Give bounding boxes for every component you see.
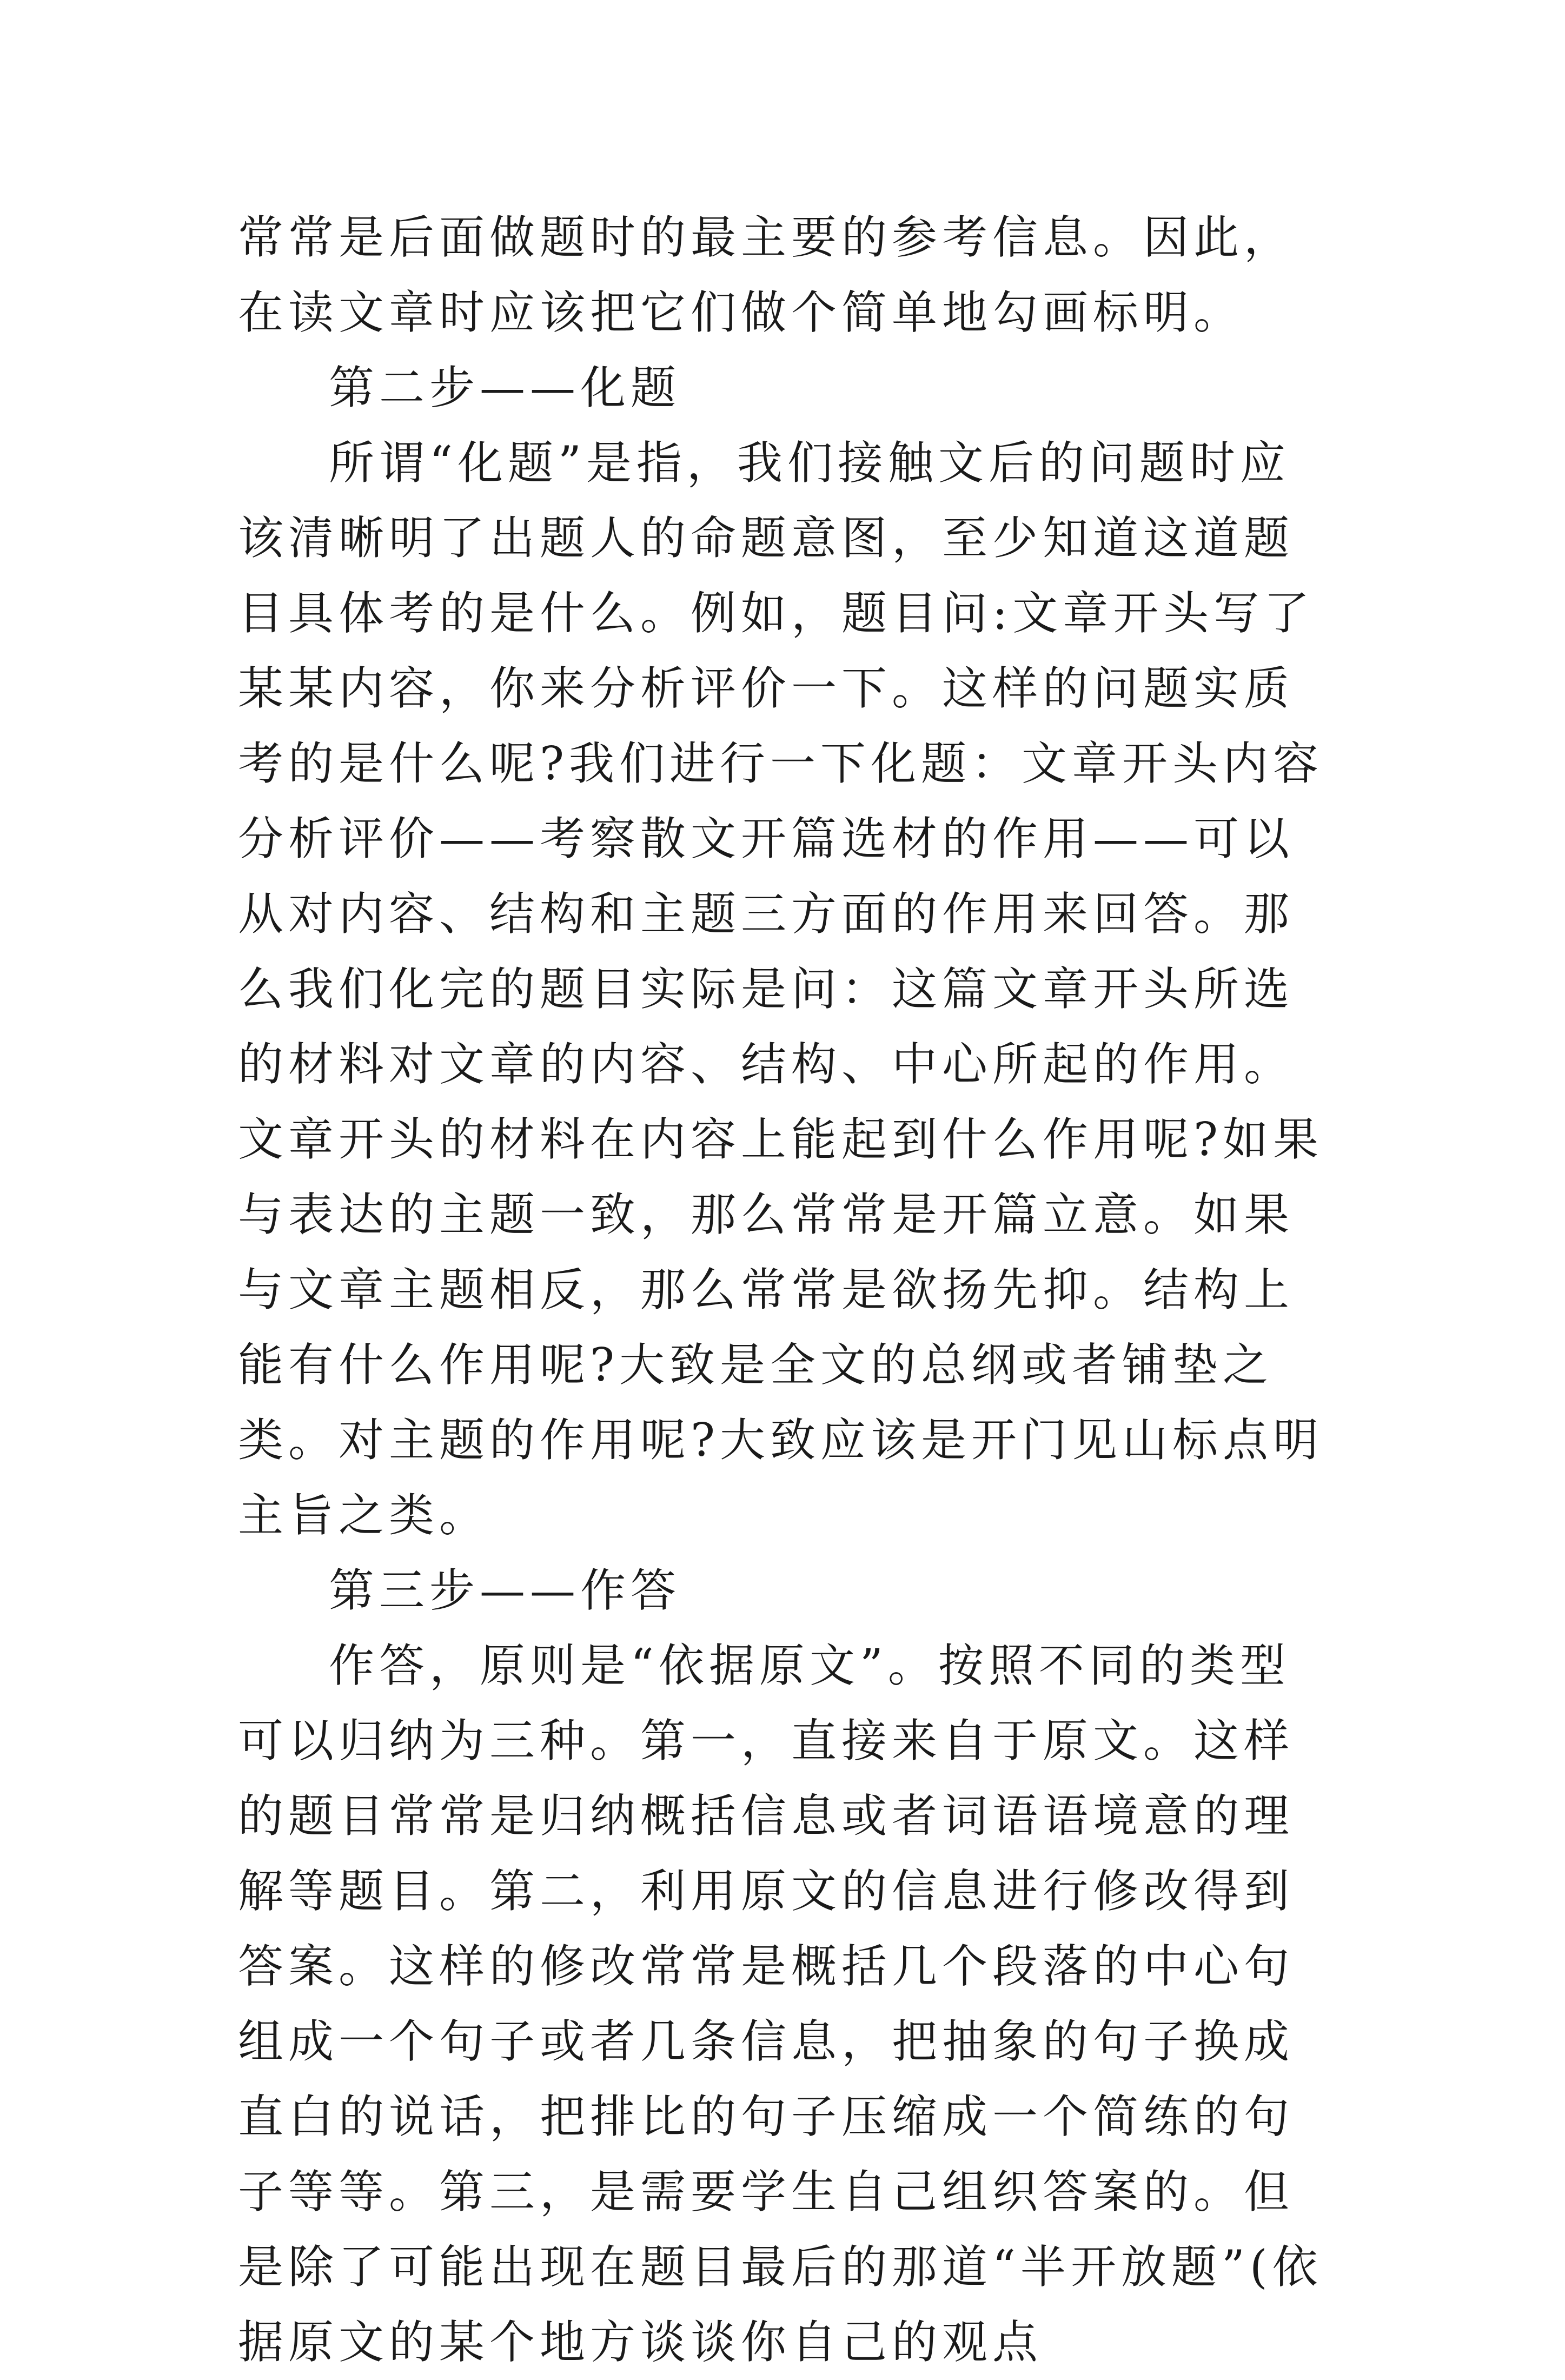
paragraph-step-two: 所谓“化题”是指，我们接触文后的问题时应该清晰明了出题人的命题意图，至少知道这道题目具体考的是什么。例如，题目问:文章开头写了某某内容，你来分析评价一下。这样的问题实质考的是什么呢?我们进行一下化题：文章开头内容分析评价——考察散文开篇选材的作用——可以从对内容、结构和主题三方面的作用来回答。那么我们化完的题目实际是问：这篇文章开头所选的材料对文章的内容、结构、中心所起的作用。文章开头的材料在内容上能起到什么作用呢?如果与表达的主题一致，那么常常是开篇立意。如果与文章主题相反，那么常常是欲扬先抑。结构上能有什么作用呢?大致是全文的总纲或者铺垫之类。对主题的作用呢?大致应该是开门见山标点明主旨之类。 [238, 436, 1324, 1542]
step-two-heading: 第二步——化题 [329, 361, 681, 414]
paragraph-continuation: 常常是后面做题时的最主要的参考信息。因此，在读文章时应该把它们做个简单地勾画标明。 [238, 211, 1295, 339]
step-three-heading: 第三步——作答 [329, 1564, 681, 1617]
paragraph-step-three: 作答，原则是“依据原文”。按照不同的类型可以归纳为三种。第一，直接来自于原文。这样的题目常常是归纳概括信息或者词语语境意的理解等题目。第二，利用原文的信息进行修改得到答案。这样的修改常常是概括几个段落的中心句组成一个句子或者几条信息，把抽象的句子换成直白的说话，把排比的句子压缩成一个简练的句子等等。第三，是需要学生自己组织答案的。但是除了可能出现在题目最后的那道“半开放题”(依据原文的某个地方谈谈你自己的观点 [238, 1639, 1323, 2369]
document-body [238, 200, 1336, 2380]
